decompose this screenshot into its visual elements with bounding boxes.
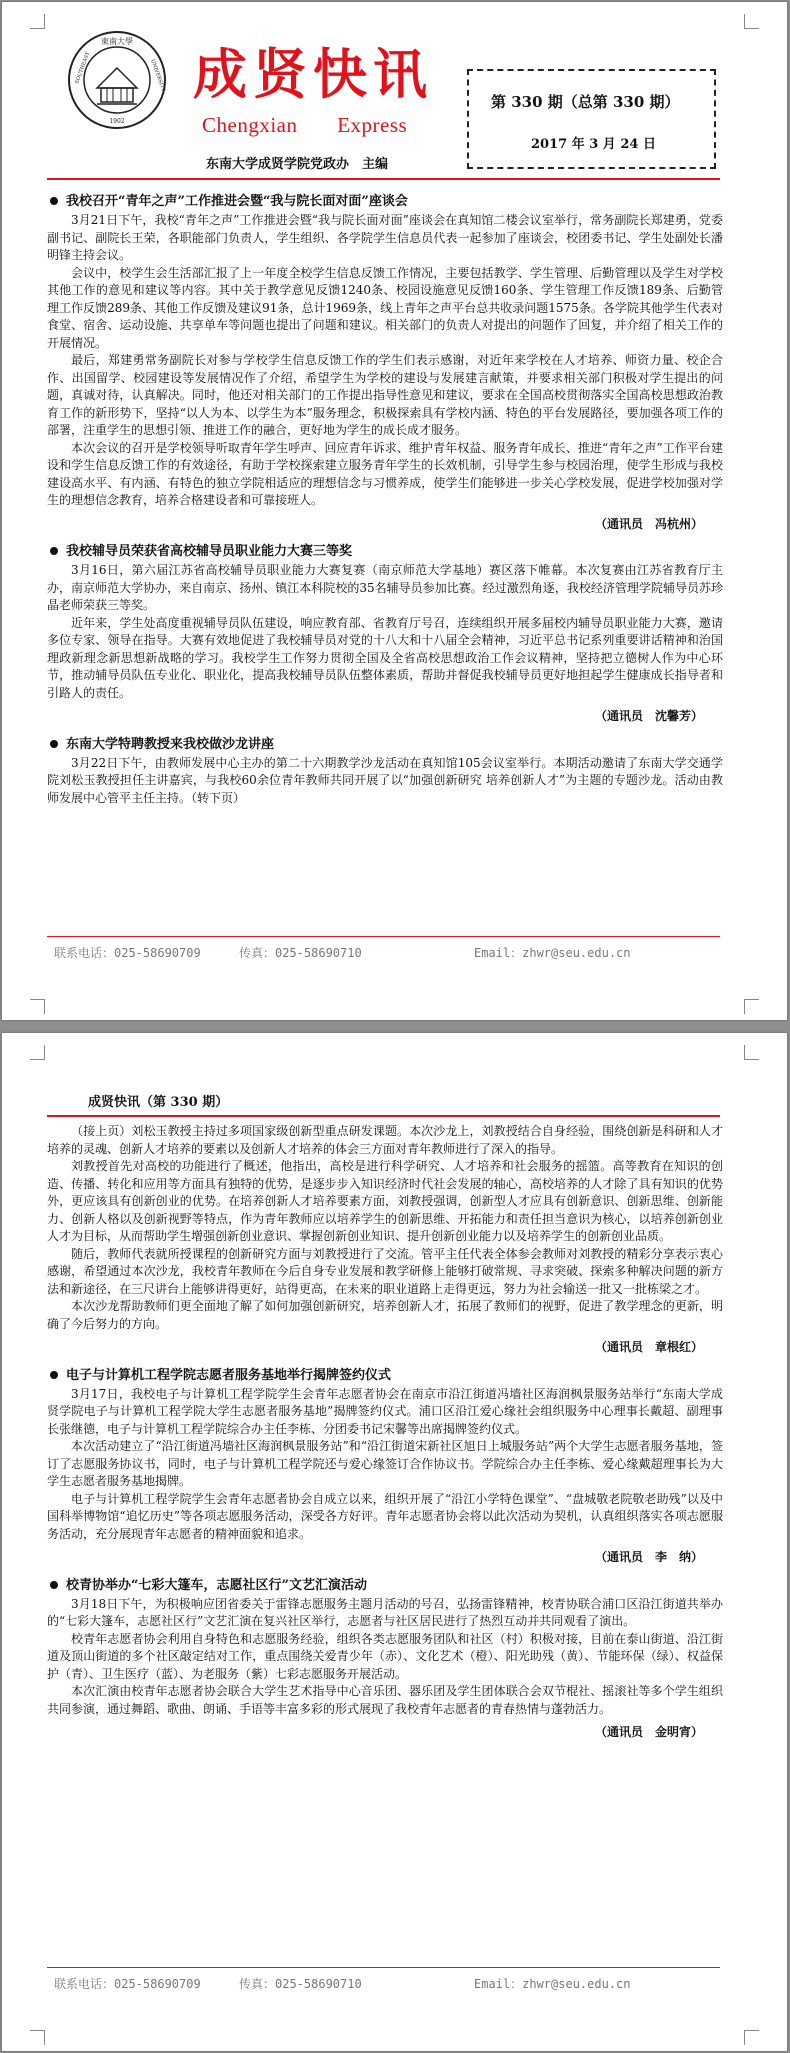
article-title: 我校召开“青年之声”工作推进会暨“我与院长面对面”座谈会 [47, 193, 723, 211]
article-paragraph: 随后，教师代表就所授课程的创新研究方面与刘教授进行了交流。管平主任代表全体参会教师对刘教授的精彩分享表示衷心感谢，希望通过本次沙龙，我校青年教师在今后自身专业发展和教学研修上能够打破常规、寻求突破、探索多种解决问题的新方法和新途径，在三尺讲台上能够讲得更好，站得更高，在未来的职业道路上走得更远，努力为社会输送一批又一批栋梁之才。 [47, 1246, 723, 1296]
article-paragraph: 最后，郑建勇常务副院长对参与学校学生信息反馈工作的学生们表示感谢，对近年来学校在人才培养、师资力量、校企合作、出国留学、校园建设等发展情况作了介绍，希望学生为学校的建设与发展建言献策，并要求相关部门积极对学生提出的问题，真诚对待，认真解决。同时，他还对相关部门的工作提出指导性意见和建议，要求在全国高校贯彻落实全国高校思想政治教育工作的新形势下，坚持“以人为本、以学生为本”服务理念，积极探索具有学校内涵、特色的平台发展路径，要加强各项工作的部署，注重学生的思想引领、推进工作的融合，更好地为学生的成长成才服务。 [47, 353, 723, 437]
article-byline: （通讯员 金明宵） [594, 1725, 703, 1739]
crop-mark [744, 2030, 759, 2045]
article-paragraph: （接上页）刘松玉教授主持过多项国家级创新型重点研发课题。本次沙龙上，刘教授结合自身经验，围绕创新是科研和人才培养的灵魂、创新人才培养的要素以及创新人才培养的体会三方面对青年教师进行了深入的指导。 [47, 1124, 723, 1156]
crop-mark [30, 1045, 45, 1060]
article-title: 我校辅导员荣获省高校辅导员职业能力大赛三等奖 [47, 543, 723, 561]
masthead-title: 成贤快讯 [193, 42, 433, 106]
page-one-content [47, 189, 723, 807]
footer-email[interactable]: Email：zhwr@seu.edu.cn [474, 1977, 631, 1991]
svg-text:東南大學: 東南大學 [101, 37, 133, 46]
header-rule [47, 1115, 720, 1117]
article-paragraph: 会议中，校学生会生活部汇报了上一年度全校学生信息反馈工作情况，主要包括教学、学生管理、后勤管理以及学生对学校其他工作的意见和建议等内容。其中关于教学意见反馈1240条、校园设施意见反馈160条、学生管理工作反馈189条、后勤管理工作反馈289条、其他工作反馈及建议91条，总计1969条，线上青年之声平台总共收录问题1575条。各学院其他学生代表对食堂、宿舍、运动设施、共享单车等问题也提出了问题和建议。相关部门的负责人对提出的问题作了回复，并介绍了相关工作的开展情况。 [47, 265, 723, 350]
footer-fax: 传真：025-58690710 [239, 946, 362, 960]
bullet-icon [50, 1371, 58, 1379]
article-paragraph: 本次活动建立了“沿江街道冯墙社区海润枫景服务站”和“沿江街道宋新社区旭日上城服务站”两个大学生志愿者服务基地，签订了志愿服务协议书，同时，电子与计算机工程学院还与爱心缘签订合作协议书。学院综合办主任李栋、爱心缘戴超理事长为大学生志愿者服务基地揭牌。 [47, 1439, 723, 1488]
page-two [2, 1033, 787, 2051]
article-paragraph: 刘教授首先对高校的功能进行了概述，他指出，高校是进行科学研究、人才培养和社会服务的摇篮。高等教育在知识的创造、传播、转化和应用等方面具有独特的优势，是逐步步入知识经济时代社会发展的轴心，高校培养的人才除了具有知识的优势外，更应该具有创新创业的优势。在培养创新人才培养要素方面，刘教授强调，创新型人才应具有创新意识、创新思维、创新能力、创新人格以及创新视野等特点，作为青年教师应以培养学生的创新思维、开拓能力和责任担当意识为核心，以培养创新创业人才为目标，从而帮助学生增强创新创业意识、掌握创新创业知识、提升创新创业能力以及培养学生的创新创业品质。 [47, 1159, 723, 1243]
crop-mark [744, 1045, 759, 1060]
article-byline: （通讯员 冯杭州） [594, 516, 703, 531]
bullet-icon [50, 197, 58, 205]
svg-text:UNIVERSITY: UNIVERSITY [149, 58, 167, 93]
footer-phone: 联系电话：025-58690709 [54, 1977, 201, 1991]
issue-box [467, 69, 716, 169]
issue-number: 第 330 期（总第 330 期） [491, 93, 680, 111]
page-two-content [47, 1123, 723, 1752]
bullet-icon [50, 740, 58, 748]
svg-text:1902: 1902 [109, 118, 125, 125]
article-byline: （通讯员 李 纳） [594, 1550, 703, 1564]
svg-text:SOUTHEAST: SOUTHEAST [74, 51, 92, 85]
article-paragraph: 3月22日下午，由教师发展中心主办的第二十六期教学沙龙活动在真知馆105会议室举行。本期活动邀请了东南大学交通学院刘松玉教授担任主讲嘉宾，与我校60余位青年教师共同开展了以“加强创新研究 培养创新人才”为主题的专题沙龙。活动由教师发展中心管平主任主持。（转下页） [47, 755, 723, 805]
article-paragraph: 3月18日下午，为积极响应团省委关于雷锋志愿服务主题月活动的号召，弘扬雷锋精神，校青协联合浦口区沿江街道共举办的“七彩大篷车，志愿社区行”文艺汇演在复兴社区举行，志愿者与社区居民进行了热烈互动并共同观看了演出。 [47, 1596, 723, 1628]
article-paragraph: 本次汇演由校青年志愿者协会联合大学生艺术指导中心音乐团、器乐团及学生团体联合会双节棍社、摇滚社等多个学生组织共同参演，通过舞蹈、歌曲、朗诵、手语等丰富多彩的形式展现了我校青年志愿者的青春热情与蓬勃活力。 [47, 1684, 723, 1716]
masthead-editor: 东南大学成贤学院党政办 主编 [206, 157, 389, 172]
article-paragraph: 本次会议的召开是学校领导听取青年学生呼声、回应青年诉求、维护青年权益、服务青年成长、推进“青年之声”工作平台建设和学生信息反馈工作的有效途径，有助于学校探索建立服务青年学生的长效机制，引导学生参与校园治理，使学生形成与我校建设高水平、有内涵、有特色的独立学院相适应的理想信念与习惯养成，使学生们能够进一步关心学校发展，促进学校加强对学生的理想信念教育，培养合格建设者和可靠接班人。 [47, 440, 723, 507]
footer-phone: 联系电话：025-58690709 [54, 946, 201, 960]
footer-rule [47, 936, 720, 937]
crop-mark [30, 14, 45, 29]
article-paragraph: 3月21日下午，我校“青年之声”工作推进会暨“我与院长面对面”座谈会在真知馆二楼会议室举行，常务副院长郑建勇，党委副书记、副院长王荣，各职能部门负责人，学生组织、各学院学生信息员代表一起参加了座谈会，校团委书记、学生处副处长潘明锋主持会议。 [47, 213, 723, 262]
article-title: 电子与计算机工程学院志愿者服务基地举行揭牌签约仪式 [47, 1367, 723, 1385]
footer-fax: 传真：025-58690710 [239, 1977, 362, 1991]
crop-mark [744, 14, 759, 29]
article-paragraph: 3月17日，我校电子与计算机工程学院学生会青年志愿者协会在南京市沿江街道冯墙社区海润枫景服务站举行“东南大学成贤学院电子与计算机工程学院大学生志愿者服务基地”揭牌签约仪式。浦口区沿江爱心缘社会组织服务中心理事长戴超、副理事长张继德，电子与计算机工程学院综合办主任李栋、分团委书记宋馨等出席揭牌签约仪式。 [47, 1386, 723, 1436]
crop-mark [30, 2030, 45, 2045]
article-paragraph: 电子与计算机工程学院学生会青年志愿者协会自成立以来，组织开展了“沿江小学特色课堂”、“盘城敬老院敬老助残”以及中国科举博物馆“追忆历史”等各项志愿服务活动，深受各方好评。青年志愿者协会将以此次活动为契机，认真组织落实各项志愿服务活动，充分展现青年志愿者的精神面貌和追求。 [47, 1491, 723, 1541]
running-head: 成贤快讯（第 330 期） [88, 1095, 229, 1110]
article-paragraph: 校青年志愿者协会利用自身特色和志愿服务经验，组织各类志愿服务团队和社区（村）积极对接，目前在泰山街道、沿江街道及顶山街道的多个社区敲定结对工作，重点围绕关爱青少年（赤）、文化艺术（橙）、阳光助残（黄）、节能环保（绿）、权益保护（青）、卫生医疗（蓝）、为老服务（紫）七彩志愿服务开展活动。 [47, 1631, 723, 1681]
crop-mark [744, 999, 759, 1014]
university-seal-icon [67, 30, 167, 130]
article-byline: （通讯员 沈馨芳） [594, 709, 703, 723]
article-title: 校青协举办“七彩大篷车，志愿社区行”文艺汇演活动 [47, 1577, 723, 1595]
article-paragraph: 近年来，学生处高度重视辅导员队伍建设，响应教育部、省教育厅号召，连续组织开展多届校内辅导员职业能力大赛，邀请多位专家、领导在指导。大赛有效地促进了我校辅导员对党的十八大和十八届全会精神，习近平总书记系列重要讲话精神和治国理政新理念新思想新战略的学习。我校学生工作努力贯彻全国及全省高校思想政治工作会议精神，坚持把立德树人作为中心环节，推动辅导员队伍专业化、职业化，提高我校辅导员队伍整体素质，帮助并督促我校辅导员更好地担起学生健康成长指导者和引路人的责任。 [47, 615, 723, 700]
bullet-icon [50, 1581, 58, 1589]
masthead-subtitle: Chengxian Express [202, 113, 408, 137]
bullet-icon [50, 547, 58, 555]
footer-email[interactable]: Email：zhwr@seu.edu.cn [474, 946, 631, 960]
crop-mark [30, 999, 45, 1014]
page-one [2, 2, 787, 1020]
article-paragraph: 本次沙龙帮助教师们更全面地了解了如何加强创新研究，培养创新人才，拓展了教师们的视野，促进了教学理念的更新，明确了今后努力的方向。 [47, 1299, 723, 1331]
header-rule [47, 178, 720, 180]
issue-date: 2017 年 3 月 24 日 [531, 137, 656, 152]
footer-rule [47, 1967, 720, 1968]
article-paragraph: 3月16日，第六届江苏省高校辅导员职业能力大赛复赛（南京师范大学基地）赛区落下帷幕。本次复赛由江苏省教育厅主办，南京师范大学协办，来自南京、扬州、镇江本科院校的35名辅导员参加比赛。经过激烈角逐，我校经济管理学院辅导员苏珍晶老师荣获三等奖。 [47, 563, 723, 612]
article-title: 东南大学特聘教授来我校做沙龙讲座 [47, 736, 723, 754]
article-byline: （通讯员 章根红） [594, 1340, 703, 1354]
